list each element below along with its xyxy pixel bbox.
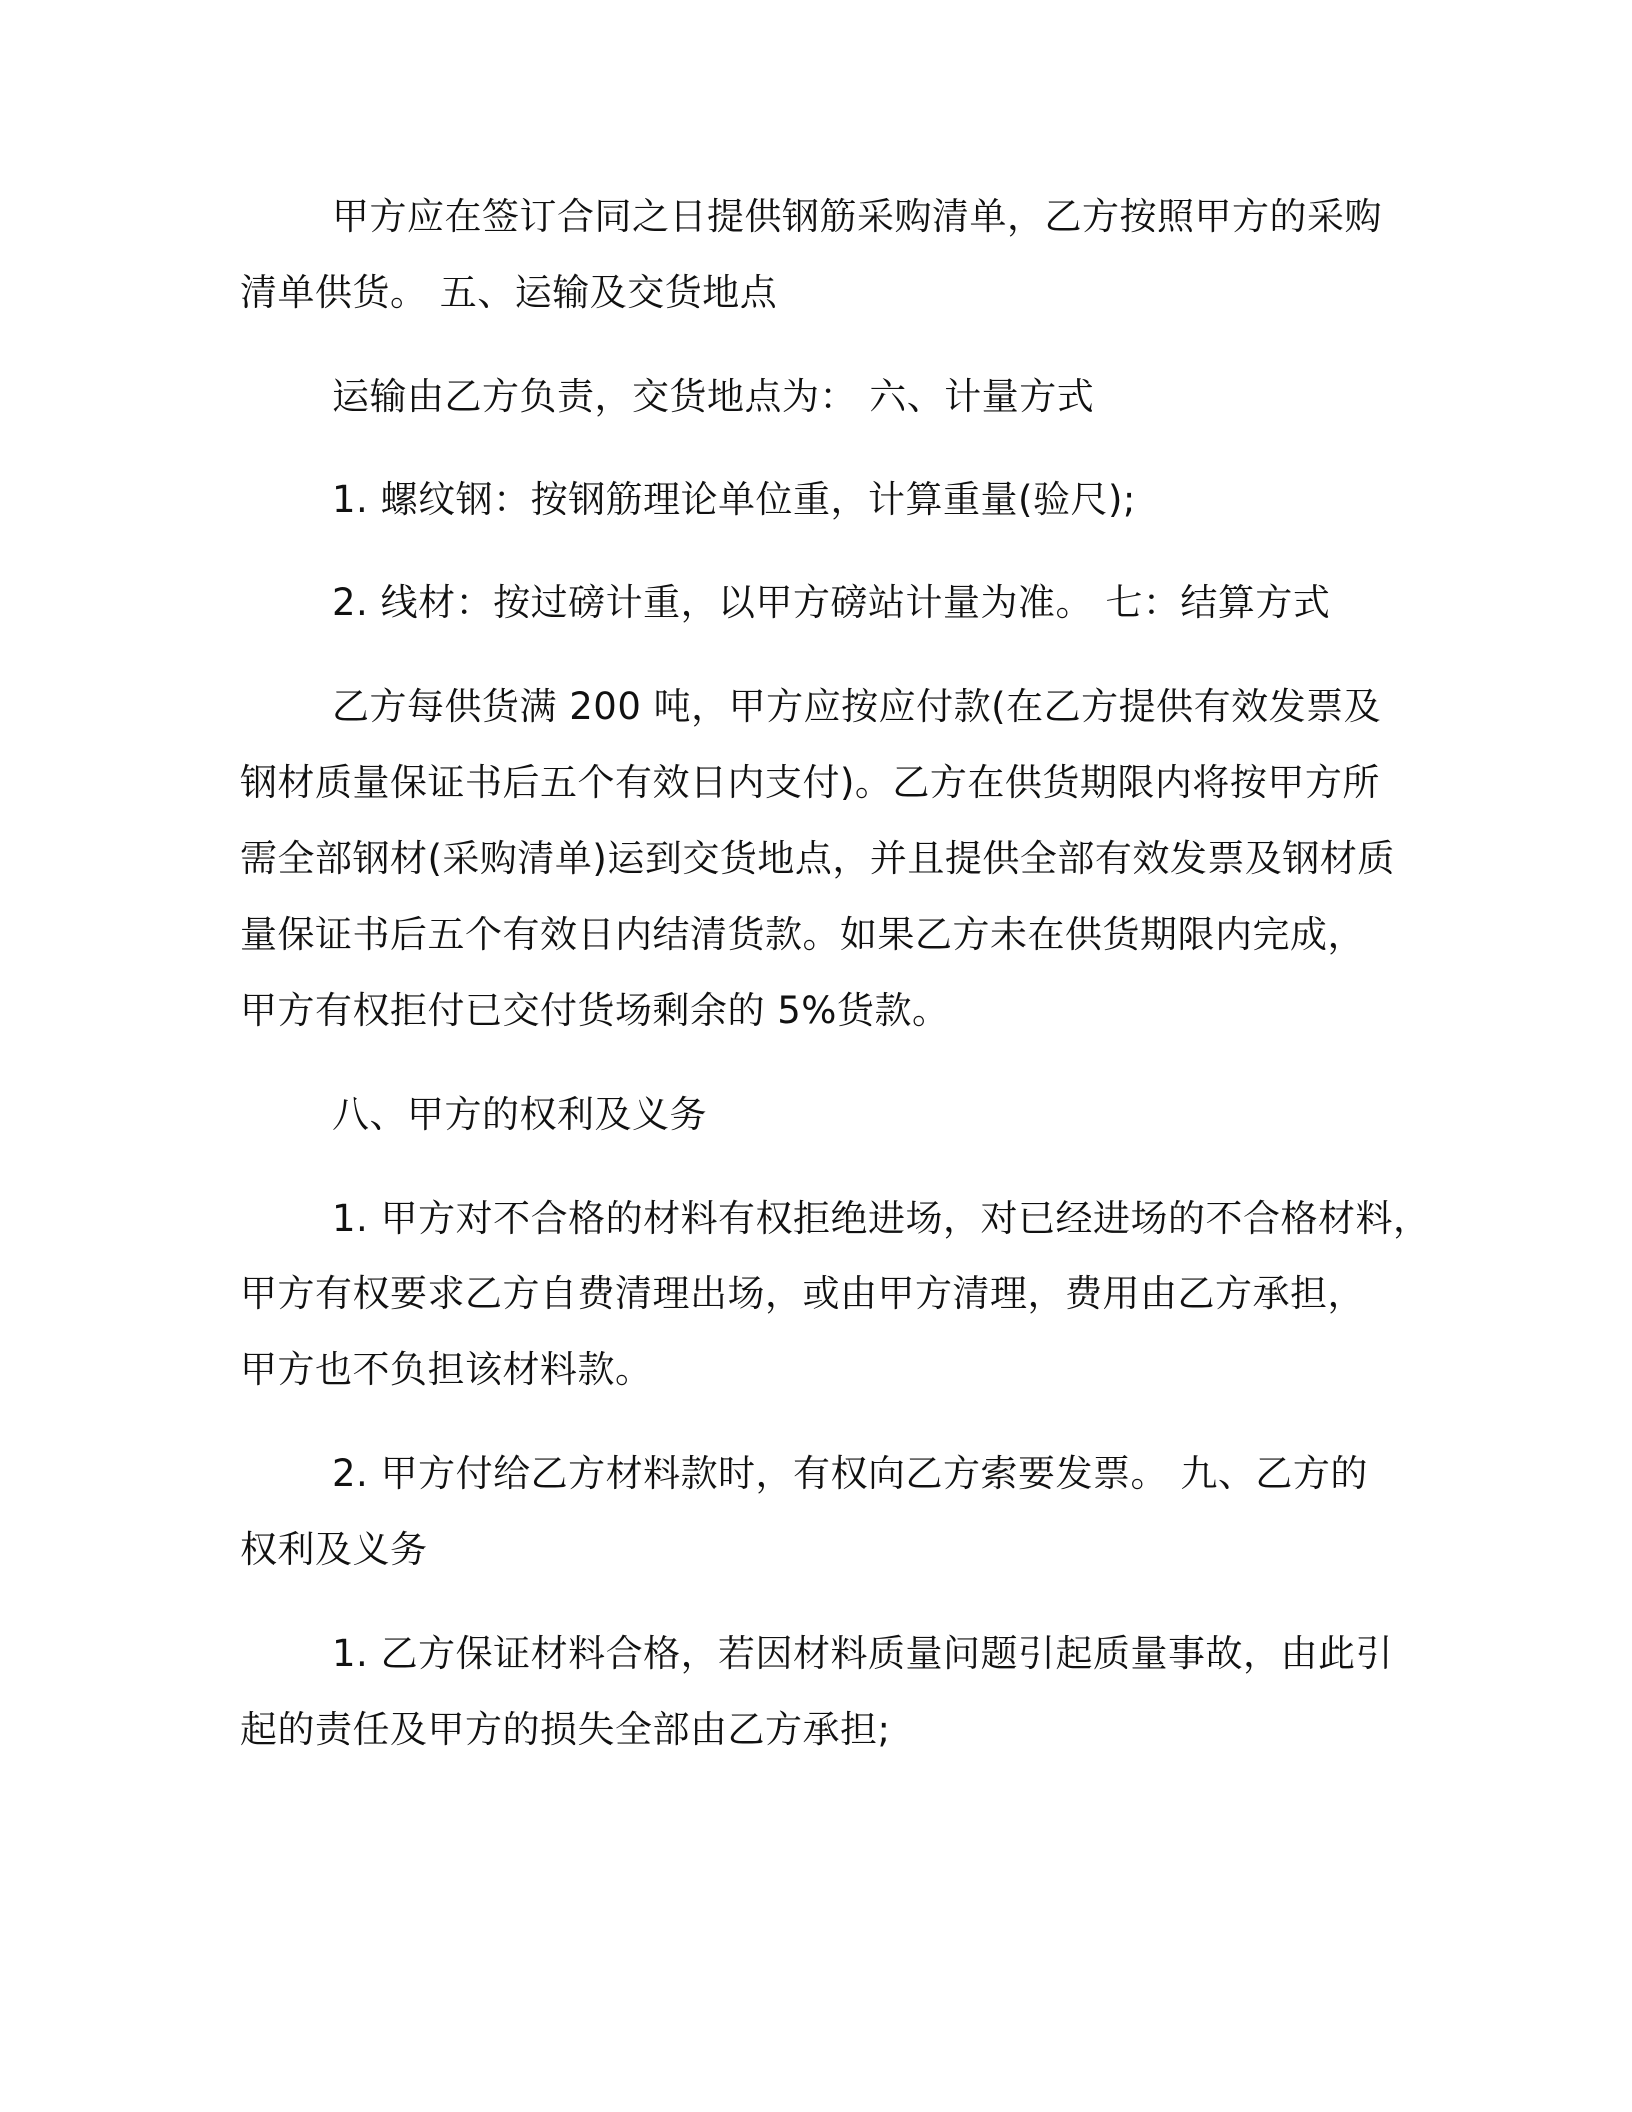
text-line: 需全部钢材(采购清单)运到交货地点，并且提供全部有效发票及钢材质: [240, 837, 1395, 880]
text-line: 起的责任及甲方的损失全部由乙方承担;: [240, 1708, 891, 1751]
text-line: 清单供货。 五、运输及交货地点: [240, 271, 778, 314]
text-line: 2. 甲方付给乙方材料款时，有权向乙方索要发票。 九、乙方的: [332, 1452, 1368, 1495]
text-line: 运输由乙方负责，交货地点为： 六、计量方式: [332, 375, 1095, 418]
text-line: 量保证书后五个有效日内结清货款。如果乙方未在供货期限内完成，: [240, 913, 1365, 956]
text-line: 权利及义务: [240, 1528, 428, 1571]
text-line: 2. 线材：按过磅计重，以甲方磅站计量为准。 七：结算方式: [332, 581, 1331, 624]
text-line: 甲方有权要求乙方自费清理出场，或由甲方清理，费用由乙方承担，: [240, 1272, 1365, 1315]
text-line: 1. 甲方对不合格的材料有权拒绝进场，对已经进场的不合格材料，: [332, 1197, 1431, 1240]
text-line: 1. 乙方保证材料合格，若因材料质量问题引起质量事故，由此引: [332, 1632, 1394, 1675]
text-line: 甲方有权拒付已交付货场剩余的 5%货款。: [240, 989, 950, 1032]
text-line: 钢材质量保证书后五个有效日内支付)。乙方在供货期限内将按甲方所: [240, 761, 1380, 804]
text-line: 乙方每供货满 200 吨，甲方应按应付款(在乙方提供有效发票及: [332, 685, 1382, 728]
text-line: 甲方也不负担该材料款。: [240, 1348, 653, 1391]
text-line: 八、甲方的权利及义务: [332, 1093, 707, 1136]
text-line: 1. 螺纹钢：按钢筋理论单位重，计算重量(验尺);: [332, 478, 1136, 521]
text-line: 甲方应在签订合同之日提供钢筋采购清单，乙方按照甲方的采购: [332, 195, 1382, 238]
